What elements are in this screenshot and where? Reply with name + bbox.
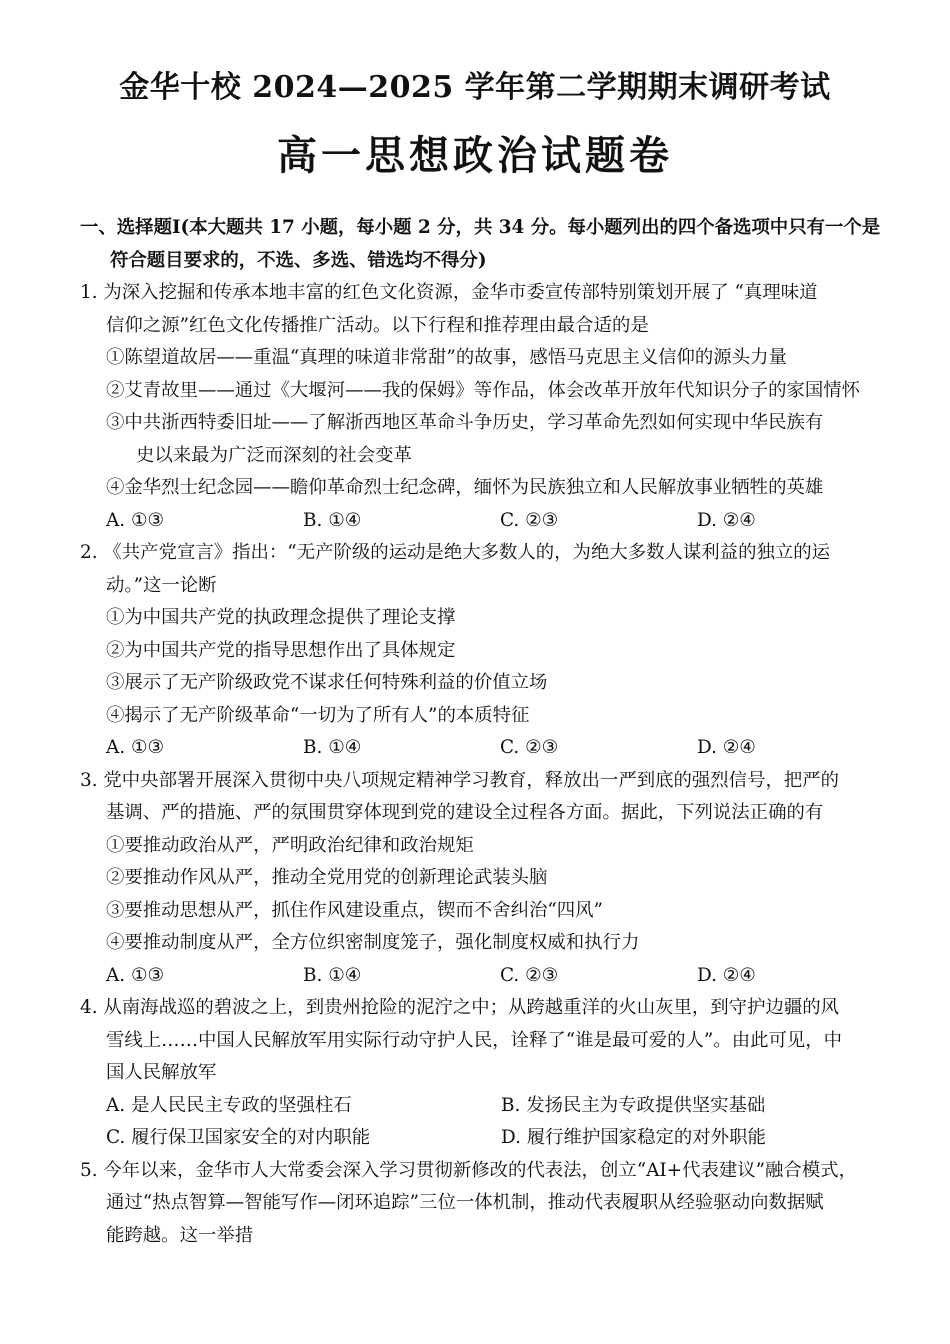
option-a: A. ①③ (106, 964, 164, 986)
option-a: A. ①③ (106, 509, 164, 531)
question-stem: 4. 从南海战巡的碧波之上，到贵州抢险的泥泞之中；从跨越重洋的火山灰里，到守护边疆的风 (80, 997, 840, 1018)
option-d: D. ②④ (697, 737, 756, 758)
question-stem: 国人民解放军 (106, 1062, 217, 1083)
question-stem: 信仰之源”红色文化传播推广活动。以下行程和推荐理由最合适的是 (106, 314, 649, 336)
question-stem: 能跨越。这一举措 (106, 1224, 254, 1246)
option-d: D. ②④ (697, 964, 756, 986)
question-stem: 2. 《共产党宣言》指出：“无产阶级的运动是绝大多数人的，为绝大多数人谋利益的独立的运 (80, 542, 831, 563)
statement: ③要推动思想从严，抓住作风建设重点，锲而不舍纠治“四风” (106, 899, 603, 921)
answer-options (80, 1122, 900, 1155)
question-content (80, 212, 900, 1252)
option-b: B. 发扬民主为专政提供坚实基础 (501, 1094, 766, 1116)
statement: ①陈望道故居——重温“真理的味道非常甜”的故事，感悟马克思主义信仰的源头力量 (106, 347, 787, 368)
option-b: B. ①④ (303, 964, 362, 986)
statement: 史以来最为广泛而深刻的社会变革 (136, 444, 412, 466)
statement: ②艾青故里——通过《大堰河——我的保姆》等作品，体会改革开放年代知识分子的家国情怀 (106, 379, 861, 401)
question-stem: 通过“热点智算—智能写作—闭环追踪”三位一体机制，推动代表履职从经验驱动向数据赋 (106, 1192, 824, 1213)
option-c: C. ②③ (500, 509, 559, 531)
option-a: A. ①③ (106, 737, 164, 758)
statement: ③中共浙西特委旧址——了解浙西地区革命斗争历史，学习革命先烈如何实现中华民族有 (106, 412, 824, 433)
question-stem: 3. 党中央部署开展深入贯彻中央八项规定精神学习教育，释放出一严到底的强烈信号，把严的 (80, 769, 840, 791)
answer-options (80, 505, 900, 538)
question-5 (80, 1155, 900, 1253)
option-b: B. ①④ (303, 737, 362, 758)
paper-title: 高一思想政治试题卷 (277, 132, 673, 179)
option-c: C. 履行保卫国家安全的对内职能 (106, 1127, 371, 1148)
section-heading-cont: 符合题目要求的，不选、多选、错选均不得分) (110, 249, 487, 271)
answer-options (80, 732, 900, 765)
question-stem: 动。”这一论断 (106, 574, 217, 596)
statement: ④揭示了无产阶级革命“一切为了所有人”的本质特征 (106, 704, 530, 726)
option-c: C. ②③ (500, 964, 559, 986)
question-stem: 1. 为深入挖掘和传承本地丰富的红色文化资源，金华市委宣传部特别策划开展了 “真理味道 (80, 282, 818, 303)
question-4 (80, 992, 900, 1155)
section-heading: 一、选择题Ⅰ(本大题共 17 小题，每小题 2 分，共 34 分。每小题列出的四个备选项中只有一个是 (80, 217, 881, 238)
statement: ①为中国共产党的执政理念提供了理论支撑 (106, 607, 456, 628)
statement: ④要推动制度从严，全方位织密制度笼子，强化制度权威和执行力 (106, 932, 640, 953)
question-stem: 基调、严的措施、严的氛围贯穿体现到党的建设全过程各方面。据此，下列说法正确的有 (106, 802, 824, 823)
exam-title: 金华十校 2024—2025 学年第二学期期末调研考试 (119, 70, 831, 105)
statement: ③展示了无产阶级政党不谋求任何特殊利益的价值立场 (106, 672, 548, 693)
answer-options (80, 960, 900, 993)
option-d: D. 履行维护国家稳定的对外职能 (501, 1127, 766, 1148)
option-d: D. ②④ (697, 509, 756, 531)
statement: ②要推动作风从严，推动全党用党的创新理论武装头脑 (106, 867, 548, 888)
option-c: C. ②③ (500, 737, 559, 758)
question-1 (80, 277, 900, 537)
question-2 (80, 537, 900, 765)
option-b: B. ①④ (303, 509, 362, 531)
statement: ④金华烈士纪念园——瞻仰革命烈士纪念碑，缅怀为民族独立和人民解放事业牺牲的英雄 (106, 477, 824, 498)
question-stem: 5. 今年以来，金华市人大常委会深入学习贯彻新修改的代表法，创立“AI+代表建议”融合模式， (80, 1159, 857, 1181)
question-3 (80, 765, 900, 993)
statement: ①要推动政治从严，严明政治纪律和政治规矩 (106, 834, 474, 856)
answer-options (80, 1090, 900, 1123)
statement: ②为中国共产党的指导思想作出了具体规定 (106, 639, 456, 661)
option-a: A. 是人民民主专政的坚强柱石 (106, 1094, 352, 1116)
question-stem: 雪线上……中国人民解放军用实际行动守护人民，诠释了“谁是最可爱的人”。由此可见，中 (106, 1029, 843, 1051)
